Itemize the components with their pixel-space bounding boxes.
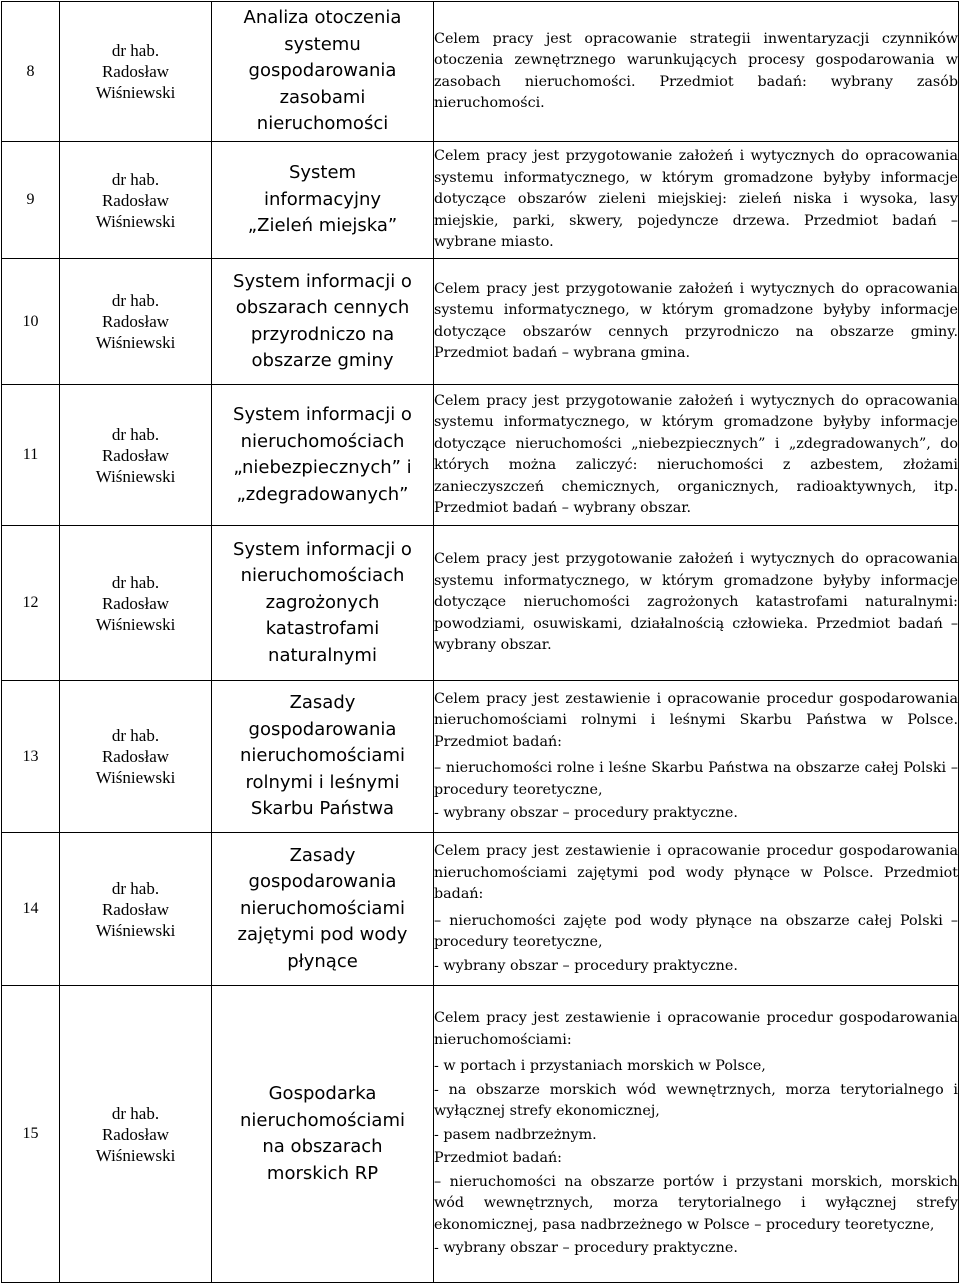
supervisor-name-line: Radosław <box>101 593 170 613</box>
thesis-description <box>434 526 959 681</box>
thesis-title-line: przyrodniczo na <box>250 323 395 345</box>
thesis-description <box>434 2 959 142</box>
thesis-description <box>434 986 959 1283</box>
thesis-title-line: System informacji o <box>233 404 412 425</box>
thesis-title-line: nieruchomościami <box>240 1109 405 1131</box>
thesis-description <box>434 259 959 385</box>
thesis-title-line: informacyjny <box>263 188 382 210</box>
supervisor-name-line: Radosław <box>101 899 170 919</box>
thesis-title-line: zajętymi pod wody <box>237 924 408 946</box>
supervisor-cell <box>60 385 212 526</box>
description-paragraph: – nieruchomości na obszarze portów i przystani morskich, morskich wód wewnętrznych, morza terytorialnego i wyłącznej strefy ekonomicznej, pasa nadbrzeżnego w Polsce – procedury teoretyczne, <box>434 1173 958 1233</box>
thesis-title <box>212 526 434 681</box>
thesis-title-line: gospodarowania <box>248 871 397 893</box>
row-number: 14 <box>2 833 60 986</box>
table-row <box>2 2 959 142</box>
supervisor-name-line: dr hab. <box>111 424 160 444</box>
supervisor-name-line: Wiśniewski <box>95 768 176 787</box>
thesis-title-line: Zasady <box>289 844 356 866</box>
thesis-title-line: zasobami <box>279 86 366 108</box>
description-paragraph: - na obszarze morskich wód wewnętrznych, morza terytorialnego i wyłącznej strefy ekonomicznej, <box>434 1081 958 1120</box>
supervisor-cell <box>60 142 212 259</box>
description-paragraph: Celem pracy jest przygotowanie założeń i wytycznych do opracowania systemu informatycznego, w którym gromadzone byłyby informacje dotyczące obszarów zieleni miejskiej: zieleń niska i wysoka, lasy miejskie, parki, skwery, pojedyncze drzewa. Przedmiot badań – wybrane miasto. <box>434 148 958 251</box>
thesis-title <box>212 142 434 259</box>
thesis-title-line: Analiza otoczenia <box>243 7 402 29</box>
table-row <box>2 385 959 526</box>
description-paragraph: Celem pracy jest przygotowanie założeń i wytycznych do opracowania systemu informatycznego, w którym gromadzone byłyby informacje dotyczące obszarów cennych przyrodniczo na obszarze gminy. Przedmiot badań – wybrana gmina. <box>434 280 958 361</box>
description-paragraph: – nieruchomości zajęte pod wody płynące na obszarze całej Polski – procedury teoretyczne, <box>434 912 958 950</box>
topics-table-body <box>2 2 959 1283</box>
supervisor-name-line: Radosław <box>101 1124 170 1144</box>
description-paragraph: – nieruchomości rolne i leśne Skarbu Państwa na obszarze całej Polski – procedury teoretyczne, <box>434 760 958 798</box>
supervisor-name-line: dr hab. <box>111 291 160 310</box>
description-paragraph: Celem pracy jest zestawienie i opracowanie procedur gospodarowania nieruchomościami rolnymi i leśnymi Skarbu Państwa w Polsce. Przedmiot badań: <box>434 690 958 750</box>
description-paragraph: Celem pracy jest opracowanie strategii inwentaryzacji czynników otoczenia zewnętrznego warunkujących procesy gospodarowania w zasobach nieruchomości. Przedmiot badań: wybrany zasób nieruchomości. <box>434 30 958 111</box>
thesis-title-line: nieruchomościami <box>240 897 405 919</box>
table-row <box>2 986 959 1283</box>
topics-table <box>1 1 959 1283</box>
description-paragraph: - wybrany obszar – procedury praktyczne. <box>434 957 738 974</box>
thesis-title-line: gospodarowania <box>248 718 397 740</box>
row-number: 12 <box>2 526 60 681</box>
supervisor-name-line: Wiśniewski <box>95 333 176 352</box>
thesis-title-line: zagrożonych <box>265 591 380 613</box>
row-number: 13 <box>2 681 60 833</box>
thesis-title-line: naturalnymi <box>268 644 377 666</box>
thesis-title-line: płynące <box>287 950 358 972</box>
thesis-title-line: obszarach cennych <box>235 297 410 318</box>
description-paragraph: - pasem nadbrzeżnym. <box>434 1126 597 1143</box>
supervisor-cell <box>60 259 212 385</box>
supervisor-name-line: Wiśniewski <box>95 83 176 102</box>
thesis-title-line: morskich RP <box>266 1162 379 1184</box>
supervisor-name-line: dr hab. <box>111 1103 160 1123</box>
thesis-title-line: obszarze gminy <box>251 350 394 371</box>
table-row <box>2 833 959 986</box>
supervisor-name-line: Wiśniewski <box>95 920 176 940</box>
thesis-description <box>434 142 959 259</box>
thesis-title-line: „zdegradowanych” <box>236 483 409 505</box>
supervisor-name-line: Radosław <box>101 62 170 81</box>
thesis-title <box>212 681 434 833</box>
row-number: 8 <box>2 2 60 142</box>
description-paragraph: Celem pracy jest przygotowanie założeń i wytycznych do opracowania systemu informatycznego, w którym gromadzone byłyby informacje dotyczące nieruchomości zagrożonych katastrofami naturalnymi: powodziami, osuwiskami, działalnością człowieka. Przedmiot badań – wybrany obszar. <box>434 551 958 654</box>
supervisor-name-line: Wiśniewski <box>95 1145 176 1165</box>
row-number: 10 <box>2 259 60 385</box>
row-number: 11 <box>2 385 60 526</box>
thesis-title-line: „niebezpiecznych” i <box>233 457 412 478</box>
thesis-title <box>212 2 434 142</box>
supervisor-name-line: dr hab. <box>111 726 160 745</box>
supervisor-cell <box>60 986 212 1283</box>
table-row <box>2 681 959 833</box>
supervisor-name-line: dr hab. <box>111 878 160 898</box>
thesis-title <box>212 986 434 1283</box>
description-paragraph: - w portach i przystaniach morskich w Polsce, <box>434 1058 766 1075</box>
description-paragraph: Celem pracy jest zestawienie i opracowanie procedur gospodarowania nieruchomościami zajętymi pod wody płynące w Polsce. Przedmiot badań: <box>434 843 958 902</box>
supervisor-name-line: dr hab. <box>111 572 160 592</box>
row-number: 15 <box>2 986 60 1283</box>
supervisor-cell <box>60 526 212 681</box>
thesis-title-line: katastrofami <box>265 618 380 640</box>
supervisor-cell <box>60 833 212 986</box>
supervisor-name-line: Radosław <box>101 190 170 210</box>
supervisor-name-line: dr hab. <box>111 41 160 60</box>
thesis-title-line: Gospodarka <box>268 1083 377 1104</box>
thesis-title-line: nieruchomościach <box>240 430 405 452</box>
thesis-title-line: rolnymi i leśnymi <box>245 771 400 793</box>
thesis-title <box>212 259 434 385</box>
supervisor-name-line: Wiśniewski <box>95 211 176 231</box>
supervisor-cell <box>60 2 212 142</box>
thesis-title <box>212 833 434 986</box>
row-number: 9 <box>2 142 60 259</box>
thesis-title-line: Zasady <box>289 692 356 714</box>
thesis-title-line: nieruchomościami <box>240 745 405 767</box>
supervisor-cell <box>60 681 212 833</box>
thesis-title-line: System informacji o <box>233 270 412 292</box>
thesis-title-line: „Zieleń miejska” <box>247 215 398 237</box>
thesis-title-line: na obszarach <box>262 1136 383 1157</box>
thesis-title <box>212 385 434 526</box>
thesis-description <box>434 833 959 986</box>
description-paragraph: - wybrany obszar – procedury praktyczne. <box>434 805 738 821</box>
thesis-description <box>434 385 959 526</box>
thesis-title-line: gospodarowania <box>248 60 397 82</box>
description-paragraph: Celem pracy jest przygotowanie założeń i wytycznych do opracowania systemu informatycznego, w którym gromadzone byłyby informacje dotyczące nieruchomości „niebezpiecznych” i „zdegradowanych”, do których można zaliczyć: nieruchomości z azbestem, złożami zanieczyszczeń chemicznych, organicznych, radioaktywnych, itp. Przedmiot badań – wybrany obszar. <box>434 392 958 516</box>
supervisor-name-line: dr hab. <box>111 169 160 189</box>
thesis-title-line: nieruchomości <box>256 113 389 135</box>
thesis-title-line: systemu <box>284 33 361 55</box>
thesis-title-line: Skarbu Państwa <box>250 798 395 820</box>
thesis-title-line: nieruchomościach <box>240 565 405 587</box>
table-row <box>2 142 959 259</box>
thesis-description <box>434 681 959 833</box>
thesis-title-line: System informacji o <box>233 538 412 560</box>
supervisor-name-line: Wiśniewski <box>95 466 176 486</box>
thesis-title-line: System <box>288 162 357 184</box>
description-paragraph: - wybrany obszar – procedury praktyczne. <box>434 1240 738 1257</box>
table-row <box>2 259 959 385</box>
supervisor-name-line: Wiśniewski <box>95 614 176 634</box>
description-paragraph: Celem pracy jest zestawienie i opracowanie procedur gospodarowania nieruchomościami: <box>434 1010 958 1048</box>
supervisor-name-line: Radosław <box>101 747 170 766</box>
supervisor-name-line: Radosław <box>101 312 170 331</box>
table-row <box>2 526 959 681</box>
supervisor-name-line: Radosław <box>101 445 170 465</box>
description-paragraph: Przedmiot badań: <box>434 1150 563 1167</box>
